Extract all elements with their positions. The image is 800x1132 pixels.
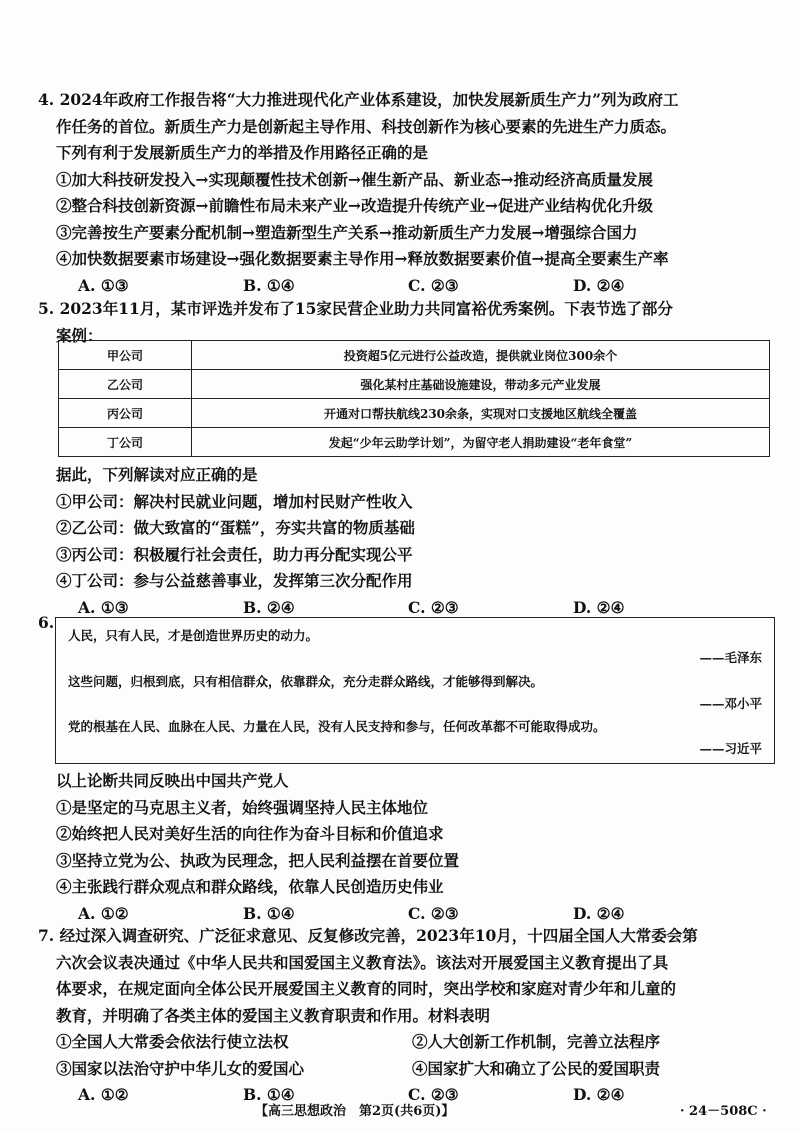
quote-text: 人民，只有人民，才是创造世界历史的动力。: [68, 628, 319, 643]
company-case: 强化某村庄基础设施建设，带动多元产业发展: [192, 370, 770, 399]
choice-b[interactable]: B. ①④: [243, 275, 295, 295]
q4-option: ①加大科技研发投入→实现颠覆性技术创新→催生新产品、新业态→推动经济高质量发展: [56, 169, 653, 189]
company-case: 发起“少年云助学计划”，为留守老人捐助建设“老年食堂”: [192, 428, 770, 457]
q4-stem-line: 4. 2024年政府工作报告将“大力推进现代化产业体系建设，加快发展新质生产力”列为政府工: [38, 90, 679, 109]
quote-source: ——邓小平: [699, 696, 762, 711]
quote-text: 这些问题，归根到底，只有相信群众，依靠群众，充分走群众路线，才能够得到解决。: [68, 674, 544, 689]
q7-option: ④国家扩大和确立了公民的爱国职责: [412, 1058, 661, 1078]
choice-d[interactable]: D. ②④: [573, 903, 625, 923]
company-name: 甲公司: [59, 341, 192, 370]
choice-b[interactable]: B. ①④: [243, 903, 295, 923]
footer-page-info: 【高三思想政治 第2页(共6页)】: [255, 1104, 455, 1119]
q7-option: ②人大创新工作机制，完善立法程序: [412, 1032, 661, 1051]
q7-stem-line: 教育，并明确了各类主体的爱国主义教育职责和作用。材料表明: [56, 1005, 491, 1025]
q5-option: ①甲公司：解决村民就业问题，增加村民财产性收入: [56, 491, 413, 511]
q6-option: ①是坚定的马克思主义者，始终强调坚持人民主体地位: [56, 797, 429, 817]
q7-stem-line: 体要求，在规定面向全体公民开展爱国主义教育的同时，突出学校和家庭对青少年和儿童的: [56, 979, 677, 998]
question-4: [38, 87, 768, 299]
q5-option: ③丙公司：积极履行社会责任，助力再分配实现公平: [56, 544, 413, 564]
question-5-options: [38, 462, 768, 621]
choice-d[interactable]: D. ②④: [573, 275, 625, 295]
q5-option: ②乙公司：做大致富的“蛋糕”，夯实共富的物质基础: [56, 518, 415, 537]
q4-option: ③完善按生产要素分配机制→塑造新型生产关系→推动新质生产力发展→增强综合国力: [56, 222, 638, 242]
q4-stem-line: 下列有利于发展新质生产力的举措及作用路径正确的是: [56, 143, 429, 162]
q6-option: ③坚持立党为公、执政为民理念，把人民利益摆在首要位置: [56, 850, 460, 870]
q5-prompt: 据此，下列解读对应正确的是: [56, 465, 258, 484]
quote-box: [55, 617, 775, 764]
table-row: [59, 399, 770, 428]
company-case: 投资超5亿元进行公益改造，提供就业岗位300余个: [192, 341, 770, 370]
choice-c[interactable]: C. ②③: [408, 903, 459, 923]
choice-a[interactable]: A. ①②: [78, 1085, 129, 1104]
table-row: [59, 428, 770, 457]
q6-prompt: 以上论断共同反映出中国共产党人: [56, 771, 289, 790]
q5-stem-line: 案例：: [56, 325, 103, 345]
q7-option: ①全国人大常委会依法行使立法权: [56, 1032, 289, 1051]
q7-stem-line: 7. 经过深入调查研究、广泛征求意见、反复修改完善，2023年10月，十四届全国人大常委会第: [38, 926, 698, 945]
q7-option-row: [38, 1056, 768, 1083]
table-row: [59, 370, 770, 399]
choice-b[interactable]: B. ①④: [243, 1085, 295, 1104]
choice-a[interactable]: A. ①③: [78, 275, 129, 295]
footer-code: · 24－508C ·: [680, 1104, 767, 1119]
q6-number: 6.: [38, 613, 55, 632]
choice-d[interactable]: D. ②④: [573, 1085, 625, 1104]
quote-source: ——毛泽东: [699, 650, 762, 665]
choice-a[interactable]: A. ①③: [78, 597, 129, 617]
choice-c[interactable]: C. ②③: [408, 275, 459, 295]
q7-option-row: [38, 1029, 768, 1056]
question-7: [38, 923, 768, 1109]
q6-option: ④主张践行群众观点和群众路线，依靠人民创造历史伟业: [56, 877, 444, 896]
q5-stem-line: 5. 2023年11月，某市评选并发布了15家民营企业助力共同富裕优秀案例。下表节选了部分: [38, 299, 673, 318]
q7-option: ③国家以法治守护中华儿女的爱国心: [56, 1058, 305, 1078]
q4-option: ②整合科技创新资源→前瞻性布局未来产业→改造提升传统产业→促进产业结构优化升级: [56, 196, 653, 215]
table-row: [59, 341, 770, 370]
cases-table: [58, 340, 770, 457]
question-6-options: [38, 768, 768, 927]
choice-c[interactable]: C. ②③: [408, 1085, 459, 1104]
q5-option: ④丁公司：参与公益慈善事业，发挥第三次分配作用: [56, 571, 413, 590]
choice-c[interactable]: C. ②③: [408, 597, 459, 617]
company-name: 乙公司: [59, 370, 192, 399]
q7-stem-line: 六次会议表决通过《中华人民共和国爱国主义教育法》。该法对开展爱国主义教育提出了具: [56, 952, 669, 972]
quote-text: 党的根基在人民、血脉在人民、力量在人民，没有人民支持和参与，任何改革都不可能取得成功。: [68, 719, 606, 734]
company-name: 丙公司: [59, 399, 192, 428]
q6-option: ②始终把人民对美好生活的向往作为奋斗目标和价值追求: [56, 824, 444, 843]
company-case: 开通对口帮扶航线230余条，实现对口支援地区航线全覆盖: [192, 399, 770, 428]
choice-b[interactable]: B. ②④: [243, 597, 295, 617]
company-name: 丁公司: [59, 428, 192, 457]
q4-option: ④加快数据要素市场建设→强化数据要素主导作用→释放数据要素价值→提高全要素生产率: [56, 249, 669, 268]
choice-a[interactable]: A. ①②: [78, 903, 129, 923]
choice-d[interactable]: D. ②④: [573, 597, 625, 617]
quote-source: ——习近平: [699, 741, 762, 756]
q4-stem-line: 作任务的首位。新质生产力是创新起主导作用、科技创新作为核心要素的先进生产力质态。: [56, 116, 677, 136]
